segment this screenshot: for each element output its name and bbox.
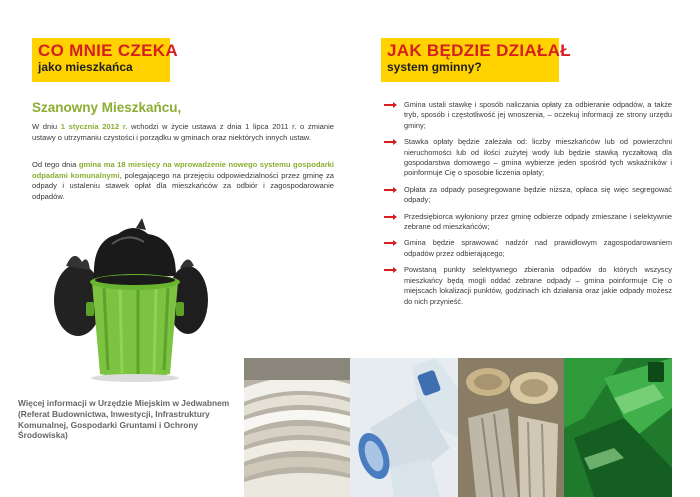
intro-text-a: W dniu (32, 122, 61, 131)
arrow-right-icon (384, 214, 397, 220)
system-text-b: , polegającego na przejęciu odpowiedzialności przez gminę za odpady i ustaleniu stawek opłat dla mieszkańców za odbiór i zagospodarowanie odpadów. (32, 170, 335, 201)
right-heading-title: JAK BĘDZIE DZIAŁAŁ (387, 41, 571, 60)
system-text-a: Od tego dnia (32, 160, 79, 169)
bullet-item (384, 185, 672, 206)
intro-paragraph (32, 122, 334, 143)
left-heading-subtitle: jako mieszkańca (38, 60, 133, 74)
bullet-item (384, 238, 672, 259)
bullet-text: Powstaną punkty selektywnego zbierania odpadów do których wszyscy mieszkańcy będą mogli oddać zebrane odpady – gmina poinformuje Cię o miejscach lokalizacji punktów, godzinach ich działania oraz jakie odpady możesz do nich przynieść. (404, 265, 672, 306)
right-heading-box (381, 38, 571, 82)
system-highlight: gmina ma 18 miesięcy na wprowadzenie nowego systemu gospodarki odpadami komunalnymi (32, 160, 334, 180)
left-heading-title: CO MNIE CZEKA (38, 41, 178, 60)
intro-text-b: wchodzi w życie ustawa z dnia 1 lipca 2011 r. o zmianie ustawy o utrzymaniu czystości i porządku w gminach oraz niektórych innych ustaw. (32, 122, 335, 142)
bullet-text: Gmina będzie sprawować nadzór nad prawidłowym zagospodarowaniem odpadów przez odbierającego; (404, 238, 672, 258)
intro-date: 1 stycznia 2012 r. (60, 122, 128, 131)
bullet-item (384, 100, 672, 131)
bullet-text: Gmina ustali stawkę i sposób naliczania opłaty za odbieranie odpadów, a także tryb, sposób i częstotliwość jej wnoszenia, – oczekuj informacji ze strony urzędu gminy; (404, 100, 672, 130)
right-heading-subtitle: system gminny? (387, 60, 482, 74)
arrow-right-icon (384, 187, 397, 193)
arrow-right-icon (384, 139, 397, 145)
greeting: Szanowny Mieszkańcu, (32, 100, 182, 115)
system-paragraph (32, 160, 334, 202)
bullet-item (384, 137, 672, 179)
metal-cans-photo (458, 358, 564, 497)
bullet-text: Opłata za odpady posegregowane będzie niższa, opłaca się więc segregować odpady; (404, 184, 672, 205)
bullet-text: Stawka opłaty będzie zależała od: liczby mieszkańców lub od powierzchni nieruchomości lub od ilości zużytej wody lub będzie stawką ryczałtową dla gospodarstwa domowego – gmina wybierze jeden spośród tych wskaźników i poinformuje Cię o sposobie liczenia opłaty; (404, 137, 672, 178)
arrow-right-icon (384, 102, 397, 108)
paper-photo (244, 358, 350, 497)
plastic-bottles-photo (350, 358, 458, 497)
arrow-right-icon (384, 267, 397, 273)
bullet-text: Przedsiębiorca wyłoniony przez gminę odbierze odpady zmieszane i selektywnie zebrane od mieszkańców; (404, 211, 672, 232)
bullet-item (384, 212, 672, 233)
left-heading-box (32, 38, 178, 82)
bullet-item (384, 265, 672, 307)
bullet-list (384, 100, 672, 313)
glass-bottles-photo (564, 358, 672, 497)
trash-bin-illustration (48, 218, 218, 383)
info-note: Więcej informacji w Urzędzie Miejskim w Jedwabnem (Referat Budownictwa, Inwestycji, Infrastruktury Komunalnej, Gospodarki Gruntami i Ochrony Środowiska) (18, 398, 230, 441)
arrow-right-icon (384, 240, 397, 246)
